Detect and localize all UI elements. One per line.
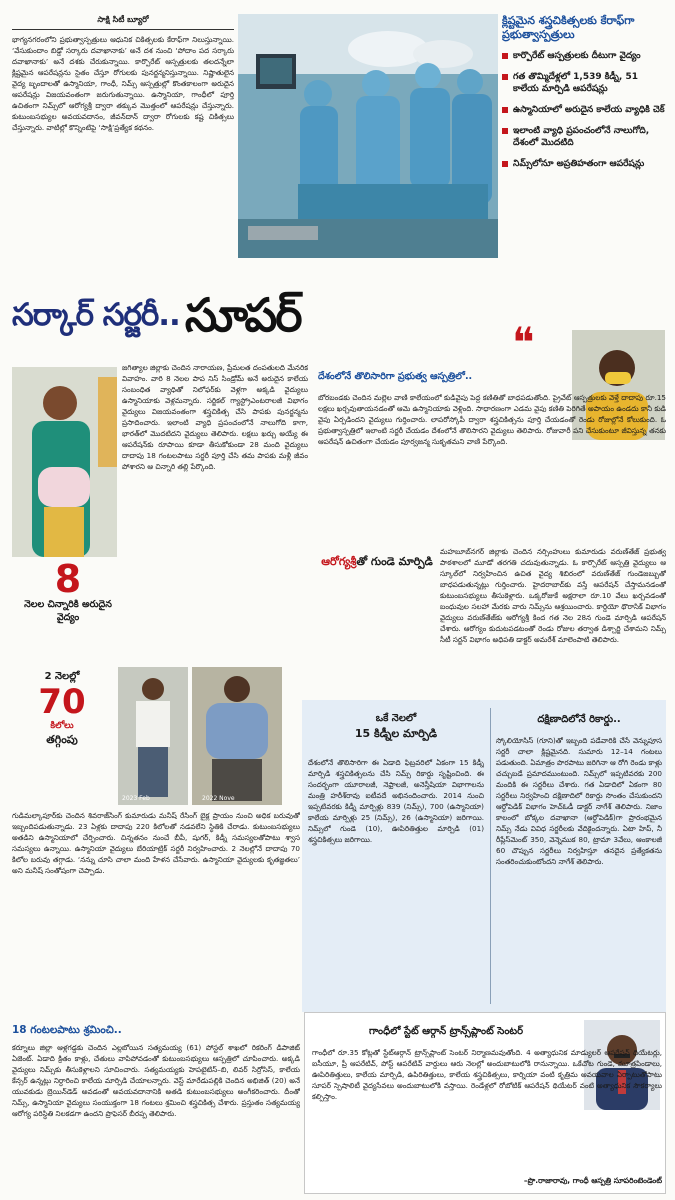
bullet-square-icon <box>502 107 508 113</box>
mother-baby-illustration <box>12 367 117 557</box>
intro-text: భాగ్యనగరంలోని ప్రభుత్వాస్పత్రులు ఆధునిక చికిత్సలకు కేరాఫ్‌గా నిలుస్తున్నాయి. ‘వేసుకుందాం బిడ్డో సర్కారు దవాఖానాకు’ అనే దశ నుంచి ‘పోదాం పద సర్కారు దవాఖానాకు’ అనే దశకు చేరుకున్నాయి. కార్పొరేట్‌ ఆస్పత్రులకు తలదన్నేలా క్లిష్టమైన ఆపరేషన్లను సైతం చేస్తూ రోగులకు పునర్జన్మనిస్తున్నాయి. నిష్ణాతులైన వైద్య బృందాలతో ఉస్మానియా, గాంధీ, నిమ్స్‌ ఆస్పత్రుల్లో కొంతకాలంగా అరుదైన ఆపరేషన్లు విజయవంతంగా జరుగుతున్నాయి. ఉస్మానియా, గాంధీలో పూర్తి ఉచితంగా నిమ్స్‌లో ఆరోగ్యశ్రీ ద్వారా తక్కువ మొత్తంలో ఆపరేషన్లు చేస్తున్నారు. కుటుంబసభ్యుల అవయవదానం, జీవన్‌దాన్‌ ద్వారా రోగులకు కష్ట చికిత్సలు చేస్తున్నారు. వాటిల్లో కొన్నింటిపై ‘సాక్షి’ప్రత్యేక కథనం. <box>12 35 234 132</box>
photo-date-2: 2022 Nove <box>202 795 235 802</box>
kidney-text: దేశంలోనే తొలిసారిగా ఈ ఏడాది ఫిబ్రవరిలో ఏకంగా 15 కిడ్నీ మార్పిడి శస్త్రచికిత్సలను చేసి నిమ్స్‌ రికార్డు సృష్టించింది. ఈ సందర్భంగా యూరాలజీ, నెఫ్రాలజీ, అనెస్తీషియా విభాగాలను మంత్రి హరీశ్‌రావు ఐటీవదే అభినందించారు. 2014 నుంచి ఇప్పటివరకు కిడ్నీ మార్పిళ్లు 839 (నిమ్స్‌), 700 (ఉస్మానియా) కాలేయ మార్పిళ్లు 25 (నిమ్స్‌), 26 (ఉస్మానియా) జరిగాయి. నిమ్స్‌లో గుండె (10), ఊపిరితిత్తుల మార్పిడి (01) శస్త్రచికిత్సలు జరిగాయి. <box>308 758 484 844</box>
arogya-text: మహబూబ్‌నగర్‌ జిల్లాకు చెందిన నర్సింహులు కుమారుడు వరుణ్‌తేజ్‌ ప్రభుత్వ పాఠశాలలో మూడో తరగతి చదువుతున్నాడు. ఓ కార్పొరేట్‌ ఆస్పత్రి వైద్యులు ఆ స్కూల్‌లో నిర్వహించిన ఉచిత వైద్య శిబిరంలో వరుణ్‌తేజ్‌ గుండెజబ్బుతో బాధపడుతున్నట్లు గుర్తించారు. హైదరాబాద్‌కు వస్తే ఆపరేషన్‌ చేస్తామనడంతో కుటుంబసభ్యులు తీసుకెళ్లారు. ఒక్కరోజుకే అక్షరాలా రూ.10 వేలు ఖర్చవడంతో బంధువుల సలహా మేరకు వారు నిమ్స్‌ను ఆశ్రయించారు. కార్డియో థొరాసిక్‌ విభాగం వైద్యులు వరుణ్‌తేజ్‌కు ఆరోగ్యశ్రీ కింద గత నెల 28న గుండె మార్పిడి ఆపరేషన్‌ చేశారు. ఆరోగ్యం కుదుటపడటంతో రెండు రోజుల తర్వాత డిశ్చార్జి చేశామని నిమ్స్‌ సీటీ సర్జన్‌ విభాగం అధిపతి డాక్టర్‌ అమరేశ్‌ మాలెంపాటి తెలిపారు. <box>440 547 666 644</box>
headline-part1: సర్కార్ సర్జరీ.. <box>12 297 180 333</box>
sidebar-bullet-item <box>502 158 666 170</box>
kidney-title1: ఒకే నెలలో <box>375 713 417 724</box>
sidebar <box>502 14 666 316</box>
sidebar-bullet-item <box>502 125 666 149</box>
weight-photo-after <box>118 667 188 805</box>
surgery-illustration <box>238 14 498 258</box>
baby-story: జగిత్యాల జిల్లాకు చెందిన నారాయణ, ప్రేమలత దంపతులది మేనరిక వివాహం. వారి 8 నెలల పాప నిస్‌ సిండ్రోమ్‌ అనే అరుదైన కాలేయ సంబంధిత వ్యాధితో నిలోఫర్‌కు వెళ్లగా అక్కడి వైద్యులు ఉస్మానియాకు వెళ్లమన్నారు. సర్జికల్‌ గ్యాస్ట్రోఎంటరాలజీ విభాగం వైద్యులు విజయవంతంగా శస్త్రచికిత్స చేసి పాపకు పునర్జన్మను ప్రసాదించారు. ఇలాంటి వ్యాధి ప్రపంచంలోనే నాలుగోది కాగా, భారత్‌లో మొదటిదని వైద్యులు తెలిపారు. లక్షలు ఖర్చు అయ్యే ఈ ఆపరేషన్‌కు రూపాయి కూడా తీసుకోకుండా 28 మంది వైద్యులు దాదాపు 18 గంటలపాటు సర్జరీ పూర్తి చేసి తమ పాపకు మళ్లీ జీవం పోశారని ఆ చిన్నారి తల్లి పేర్కొంది. <box>122 363 308 471</box>
man-slim-illustration <box>118 667 188 805</box>
sidebar-bullet-text: ఉస్మానియాలో అరుదైన కాలేయ వ్యాధికి చెక్‌ <box>513 105 665 115</box>
surgery-photo <box>238 14 498 258</box>
hours-title: 18 గంటలపాటు శ్రమించి.. <box>12 1024 122 1036</box>
kidney-heading <box>306 712 486 754</box>
quote-title: దేశంలోనే తొలిసారిగా ప్రభుత్వ ఆస్పత్రిలో.. <box>318 371 473 382</box>
mother-baby-photo <box>12 367 117 557</box>
bullet-square-icon <box>502 161 508 167</box>
bullet-square-icon <box>502 74 508 80</box>
gandhi-title: గాంధీలో స్టేట్‌ ఆర్గాన్‌ ట్రాన్స్‌ప్లాంట్‌ సెంటర్‌ <box>368 1026 524 1037</box>
baby-caption-text: నెలల చిన్నారికి అరుదైన వైద్యం <box>24 599 112 623</box>
quote-text: బోరబండకు చెందిన మల్లెల వాణి కాలేయంలో కుడివైపు పెద్ద కణితితో బాధపడుతోంది. ప్రైవేట్‌ ఆస్పత్రులకు వెళ్తే దాదాపు రూ.15 లక్షలు ఖర్చవుతాయనడంతో ఆమె ఉస్మానియాకు వెళ్లింది. సాధారణంగా ఎడమ వైపు కణితి పెరిగితే అపాయం ఉండదు కానీ కుడి వైపు ఏర్పడిందని వైద్యులు గుర్తించారు. లాపరోస్కోపీ ద్వారా శస్త్రచికిత్సను పూర్తి చేయడంతో రెండు రోజుల్లోనే కోలుకుంది. ఓ ప్రభుత్వాస్పత్రిలో ఇలాంటి సర్జరీ చేయడం దేశంలోనే తొలిసారని వైద్యులు తెలిపారు. రోజువారీ పని చేసుకుంటూ జీవిస్తున్న తనకు ఆపరేషన్‌ ఉచితంగా చేయడం పూర్వజన్మ సుకృతమని వాణి పేర్కొంది. <box>318 393 666 446</box>
sidebar-bullet-text: నిమ్స్‌లోనూ అప్రతిహతంగా ఆపరేషన్లు <box>513 159 645 169</box>
sidebar-bullet-text: కార్పొరేట్‌ ఆస్పత్రులకు దీటుగా వైద్యం <box>513 51 641 61</box>
record-title: దక్షిణాదిలోనే రికార్డు.. <box>537 714 621 725</box>
hours-text: కర్నూలు జిల్లా ఆళ్లగడ్డకు చెందిన ఎల్లబోయిన సత్యమయ్య (61) పోస్టల్‌ శాఖలో రికరింగ్‌ డిపాజిట్‌ ఏజెంట్‌. ఏడాది క్రితం కాళ్లు, చేతులు వాపిపోవడంతో కుటుంబసభ్యులు ఆస్పత్రిలో చూపించారు. అక్కడి వైద్యులు నిమ్స్‌కు తీసుకెళ్లాలని సూచించారు. సత్యమయ్యకు హెపటైటిస్‌–బి, లివర్‌ సిర్రోసిస్‌, కాలేయ కేన్సర్‌ ఉన్నట్లు నిర్ధారించి కాలేయ మార్పిడి చేయాలన్నారు. వెస్ట్‌ మారేడుపల్లికి చెందిన అభిజిత్‌ (20) అనే యువకుడు బ్రెయిన్‌డెడ్‌ అవడంతో అవయవదానానికి అతడి కుటుంబసభ్యులు అంగీకరించారు. దీంతో నిమ్స్‌, ఉస్మానియా వైద్యులు సంయుక్తంగా 18 గంటలు శ్రమించి శస్త్రచికిత్స చేశారు. ప్రస్తుతం సత్యమయ్య ఆరోగ్య పరిస్థితి నిలకడగా ఉందని ప్రొఫెసర్‌ బీరప్ప తెలిపారు. <box>12 1043 300 1118</box>
sidebar-title: క్లిష్టమైన శస్త్రచికిత్సలకు కేరాఫ్‌గా ప్రభుత్వాస్పత్రులు <box>502 14 635 41</box>
gandhi-signature: –ప్రొ.రాజారావు, గాంధీ ఆస్పత్రి సూపరింటెండెంట్‌ <box>523 1176 662 1185</box>
weight-heading <box>12 670 112 780</box>
weight-photo-before <box>192 667 282 805</box>
headline-part2: సూపర్ <box>184 288 301 342</box>
byline: సాక్షి సిటీ బ్యూరో <box>97 15 149 24</box>
arogya-heading <box>318 550 436 630</box>
weight-top: 2 నెలల్లో <box>44 671 80 682</box>
baby-number: 8 <box>54 560 82 601</box>
sidebar-bullet-text: గత తొమ్మిదేళ్లలో 1,539 కిడ్నీ, 51 కాలేయ మార్పిడి ఆపరేషన్లు <box>513 72 638 94</box>
weight-bottom: తగ్గింపు <box>46 733 78 746</box>
byline-rule <box>12 29 234 30</box>
weight-number: 70 <box>38 682 86 722</box>
sidebar-bullet-item <box>502 104 666 116</box>
sidebar-bullet-item <box>502 71 666 95</box>
weight-text: గుడిమల్కాపూర్‌కు చెందిన శివరాజ్‌సింగ్‌ కుమారుడు మనీష్‌ రేసింగ్‌ బైక్ల ప్రాయం నుంచి అధిక బరువుతో ఇబ్బందిపడుతున్నాడు. 23 ఏళ్లకు దాదాపు 220 కిలోలతో నడవలేని స్థితికి చేరాడు. కుటుంబసభ్యులు అతడిని ఉస్మానియాలో చేర్పించారు. చిన్నతనం నుంచే బీపీ, షుగర్‌, కిడ్నీ సమస్యలతోపాటు శ్వాస సమస్యలు ఉన్నాయి. ఉస్మానియా వైద్యులు బేరియాట్రిక్‌ సర్జరీ నిర్వహించారు. 2 నెలల్లోనే దాదాపు 70 కిలోల బరువు తగ్గాడు. ‘నన్ను చూసి చాలా మంది హేళన చేసేవారు. ఉస్మానియా వైద్యులకు కృతజ్ఞతలు’ అని మనీష్‌ సంతోషంగా చెప్పాడు. <box>12 811 300 875</box>
sidebar-bullet-text: ఇలాంటి వ్యాధి ప్రపంచంలోనే నాలుగోది, దేశంలో మొదటిది <box>513 126 650 148</box>
photo-date-1: 2023 Feb <box>122 795 150 802</box>
sidebar-list <box>502 50 666 170</box>
gandhi-text: గాంధీలో రూ.35 కోట్లతో స్టేట్‌ఆర్గాన్‌ ట్రాన్స్‌ప్లాంట్‌ సెంటర్‌ నిర్మాణమవుతోంది. 4 అత్యాధునిక మాడ్యులర్‌ ఆపరేషన్‌ థియేటర్లు, ఐసీయూ, ప్రీ ఆపరేటివ్‌, పోస్ట్‌ ఆపరేటివ్‌ వార్డులు ఆరు నెలల్లో అందుబాటులోకి రానున్నాయి. ఒకేచోట గుండె, మూత్రపిండాలు, ఊపిరితిత్తులు, కాలేయ మార్పిడి, ఉపిరితిత్తులు, కాలేయ శస్త్రచికిత్సలు, కార్నియా వంటి కృత్రిమ అవయవాల ఏర్పాటుతోపాటు సూపర్‌ స్పెషాలిటీ వైద్యసేవలు అందుబాటులోకి వస్తాయి. రెండేళ్లలో రోబోటిక్‌ ఆపరేషన్‌ థియేటర్‌ వంటి అత్యాధునిక సౌకర్యాలు కల్పిస్తాం. <box>312 1048 662 1101</box>
headline <box>12 285 512 347</box>
weight-unit: కిలోలు <box>50 721 74 731</box>
bullet-square-icon <box>502 53 508 59</box>
man-heavy-illustration <box>192 667 282 805</box>
panel-divider <box>490 708 491 1004</box>
baby-caption <box>12 560 124 635</box>
arogya-brand: ఆరోగ్యశ్రీ <box>321 555 357 568</box>
quote-mark: ❝ <box>512 322 535 362</box>
record-text: స్కోలియోసిస్‌ (గూని)తో ఇబ్బంది పడేవారికి చేసే వెన్నుపూస సర్జరీ చాలా క్లిష్టమైనది. సుమారు 12–14 గంటలు పడుతుంది. ఏమాత్రం పొరపాటు జరిగినా ఆ రోగి రెండు కాళ్లు చచ్చుబడే ప్రమాదముంటుంది. నిమ్స్‌లో ఇప్పటివరకు 200 మందికి ఈ సర్జరీలు చేశారు. గత ఏడాదిలో ఏకంగా 80 సర్జరీలు నిర్వహించి దక్షిణాదిలో రికార్డు సొంతం చేసుకుందని ఆర్థోపెడిక్‌ విభాగం హెచ్‌ఓడీ డాక్టర్‌ నాగేశ్‌ తెలిపారు. నిజాం కాలంలో బోక్కల దవాఖానా (ఆర్థోపెడిక్‌)గా ప్రారంభమైన నిమ్స్‌ నేడు వివిధ సర్జరీలకు వేదికైందన్నారు. ఏటా హిప్‌, నీ రీప్లేస్‌మెంట్‌ 350, వెన్నెముక 80, ట్రామా 3వేలు, ఆంకాలజీ 60 చొప్పున సర్జరీలు నిర్వహిస్తూ తనదైన ప్రత్యేకతను సంతరించుకుంటోందని నాగేశ్‌ తెలిపారు. <box>496 736 662 866</box>
arogya-tail: తో గుండె మార్పిడి <box>356 555 433 568</box>
kidney-title2: 15 కిడ్నీల మార్పిడి <box>354 727 438 740</box>
sidebar-bullet-item <box>502 50 666 62</box>
bullet-square-icon <box>502 128 508 134</box>
